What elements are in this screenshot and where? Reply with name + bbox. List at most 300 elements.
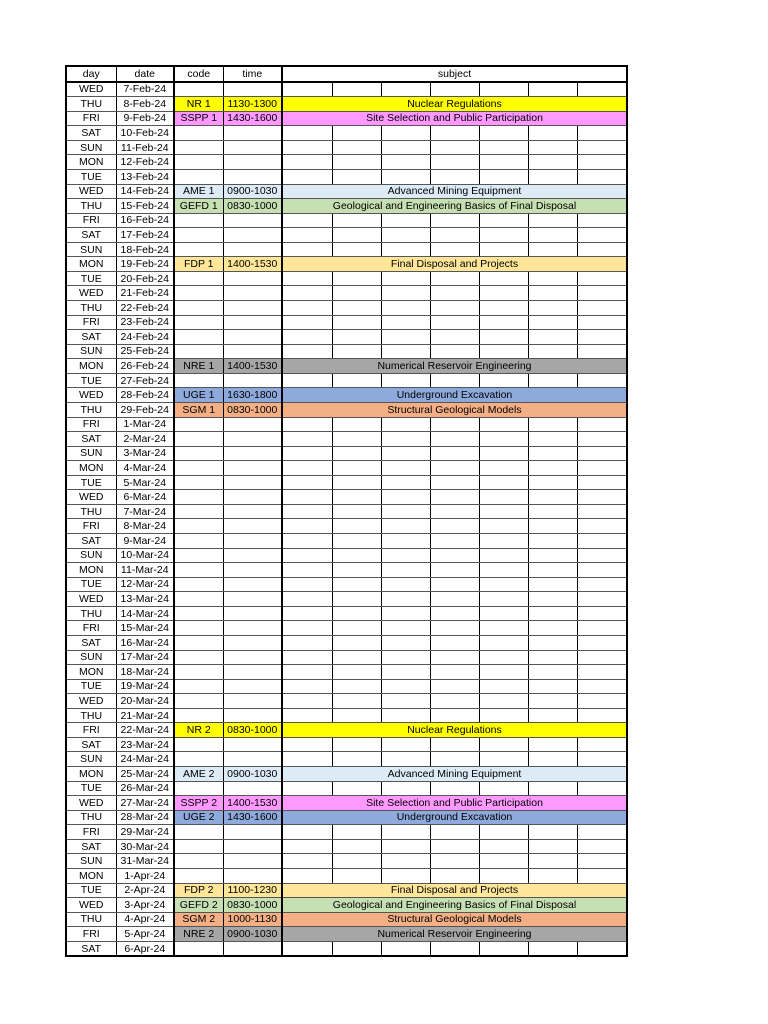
subject-cell: Final Disposal and Projects bbox=[282, 257, 627, 272]
table-row bbox=[66, 679, 627, 694]
table-row bbox=[66, 723, 627, 738]
time-cell bbox=[223, 461, 282, 476]
day-cell: FRI bbox=[66, 927, 116, 942]
subject-cell: Structural Geological Models bbox=[282, 402, 627, 417]
date-cell: 24-Mar-24 bbox=[116, 752, 174, 767]
date-cell: 10-Feb-24 bbox=[116, 126, 174, 141]
time-cell bbox=[223, 446, 282, 461]
code-cell bbox=[174, 82, 223, 97]
date-cell: 12-Feb-24 bbox=[116, 155, 174, 170]
table-row bbox=[66, 548, 627, 563]
table-row bbox=[66, 97, 627, 112]
code-cell bbox=[174, 461, 223, 476]
day-cell: MON bbox=[66, 461, 116, 476]
empty-grid-cells bbox=[283, 214, 626, 228]
time-cell: 1130-1300 bbox=[223, 97, 282, 112]
code-cell bbox=[174, 839, 223, 854]
code-cell bbox=[174, 301, 223, 316]
time-cell bbox=[223, 694, 282, 709]
subject-cell bbox=[282, 82, 627, 97]
table-row bbox=[66, 621, 627, 636]
schedule-body bbox=[66, 82, 627, 957]
code-cell bbox=[174, 213, 223, 228]
date-cell: 13-Feb-24 bbox=[116, 169, 174, 184]
empty-grid-cells bbox=[283, 490, 626, 504]
date-cell: 25-Mar-24 bbox=[116, 767, 174, 782]
subject-cell bbox=[282, 650, 627, 665]
time-cell bbox=[223, 635, 282, 650]
code-cell bbox=[174, 373, 223, 388]
date-cell: 23-Feb-24 bbox=[116, 315, 174, 330]
subject-cell bbox=[282, 548, 627, 563]
time-cell bbox=[223, 417, 282, 432]
date-cell: 20-Mar-24 bbox=[116, 694, 174, 709]
code-cell bbox=[174, 752, 223, 767]
date-cell: 11-Feb-24 bbox=[116, 140, 174, 155]
day-cell: THU bbox=[66, 912, 116, 927]
table-row bbox=[66, 213, 627, 228]
time-cell: 0830-1000 bbox=[223, 402, 282, 417]
date-cell: 9-Mar-24 bbox=[116, 534, 174, 549]
code-cell: UGE 2 bbox=[174, 810, 223, 825]
day-cell: TUE bbox=[66, 169, 116, 184]
code-cell bbox=[174, 534, 223, 549]
time-cell bbox=[223, 315, 282, 330]
subject-cell bbox=[282, 271, 627, 286]
time-cell: 0830-1000 bbox=[223, 199, 282, 214]
code-cell bbox=[174, 286, 223, 301]
time-cell: 0830-1000 bbox=[223, 898, 282, 913]
code-cell bbox=[174, 679, 223, 694]
table-row bbox=[66, 301, 627, 316]
day-cell: SUN bbox=[66, 854, 116, 869]
subject-cell bbox=[282, 286, 627, 301]
code-cell bbox=[174, 155, 223, 170]
table-row bbox=[66, 898, 627, 913]
subject-cell bbox=[282, 665, 627, 680]
date-cell: 19-Mar-24 bbox=[116, 679, 174, 694]
table-row bbox=[66, 446, 627, 461]
date-cell: 6-Mar-24 bbox=[116, 490, 174, 505]
day-cell: THU bbox=[66, 97, 116, 112]
code-cell: SGM 1 bbox=[174, 402, 223, 417]
table-row bbox=[66, 941, 627, 956]
subject-cell bbox=[282, 694, 627, 709]
time-cell bbox=[223, 490, 282, 505]
table-row bbox=[66, 199, 627, 214]
date-cell: 29-Mar-24 bbox=[116, 825, 174, 840]
time-cell bbox=[223, 868, 282, 883]
day-cell: SAT bbox=[66, 635, 116, 650]
subject-cell: Numerical Reservoir Engineering bbox=[282, 927, 627, 942]
code-cell bbox=[174, 563, 223, 578]
schedule-table bbox=[65, 65, 628, 957]
date-cell: 25-Feb-24 bbox=[116, 344, 174, 359]
empty-grid-cells bbox=[283, 447, 626, 461]
code-cell bbox=[174, 242, 223, 257]
date-cell: 5-Apr-24 bbox=[116, 927, 174, 942]
header-subject: subject bbox=[282, 66, 627, 82]
empty-grid-cells bbox=[283, 505, 626, 519]
code-cell bbox=[174, 854, 223, 869]
header-date: date bbox=[116, 66, 174, 82]
time-cell: 1100-1230 bbox=[223, 883, 282, 898]
date-cell: 4-Mar-24 bbox=[116, 461, 174, 476]
subject-cell bbox=[282, 519, 627, 534]
table-row bbox=[66, 796, 627, 811]
code-cell: GEFD 1 bbox=[174, 199, 223, 214]
date-cell: 8-Mar-24 bbox=[116, 519, 174, 534]
time-cell bbox=[223, 548, 282, 563]
code-cell: NR 1 bbox=[174, 97, 223, 112]
time-cell bbox=[223, 330, 282, 345]
subject-cell: Underground Excavation bbox=[282, 388, 627, 403]
code-cell: AME 2 bbox=[174, 767, 223, 782]
code-cell bbox=[174, 665, 223, 680]
table-row bbox=[66, 126, 627, 141]
subject-cell bbox=[282, 140, 627, 155]
day-cell: TUE bbox=[66, 475, 116, 490]
empty-grid-cells bbox=[283, 854, 626, 868]
date-cell: 3-Apr-24 bbox=[116, 898, 174, 913]
day-cell: TUE bbox=[66, 883, 116, 898]
subject-cell bbox=[282, 242, 627, 257]
empty-grid-cells bbox=[283, 476, 626, 490]
day-cell: TUE bbox=[66, 373, 116, 388]
day-cell: SUN bbox=[66, 446, 116, 461]
table-row bbox=[66, 825, 627, 840]
time-cell bbox=[223, 344, 282, 359]
table-row bbox=[66, 534, 627, 549]
date-cell: 28-Mar-24 bbox=[116, 810, 174, 825]
table-row bbox=[66, 752, 627, 767]
table-row bbox=[66, 665, 627, 680]
empty-grid-cells bbox=[283, 680, 626, 694]
time-cell bbox=[223, 140, 282, 155]
day-cell: SUN bbox=[66, 650, 116, 665]
time-cell bbox=[223, 82, 282, 97]
time-cell bbox=[223, 242, 282, 257]
subject-cell bbox=[282, 475, 627, 490]
date-cell: 1-Apr-24 bbox=[116, 868, 174, 883]
empty-grid-cells bbox=[283, 825, 626, 839]
table-row bbox=[66, 767, 627, 782]
table-row bbox=[66, 854, 627, 869]
date-cell: 26-Feb-24 bbox=[116, 359, 174, 374]
day-cell: THU bbox=[66, 402, 116, 417]
code-cell: SSPP 2 bbox=[174, 796, 223, 811]
day-cell: SAT bbox=[66, 839, 116, 854]
date-cell: 2-Apr-24 bbox=[116, 883, 174, 898]
code-cell bbox=[174, 606, 223, 621]
code-cell bbox=[174, 140, 223, 155]
time-cell: 1400-1530 bbox=[223, 359, 282, 374]
day-cell: THU bbox=[66, 301, 116, 316]
date-cell: 26-Mar-24 bbox=[116, 781, 174, 796]
time-cell bbox=[223, 665, 282, 680]
subject-cell: Nuclear Regulations bbox=[282, 97, 627, 112]
subject-cell bbox=[282, 126, 627, 141]
empty-grid-cells bbox=[283, 665, 626, 679]
date-cell: 27-Feb-24 bbox=[116, 373, 174, 388]
empty-grid-cells bbox=[283, 243, 626, 257]
empty-grid-cells bbox=[283, 155, 626, 169]
date-cell: 16-Mar-24 bbox=[116, 635, 174, 650]
time-cell bbox=[223, 941, 282, 956]
table-row bbox=[66, 432, 627, 447]
subject-cell bbox=[282, 534, 627, 549]
empty-grid-cells bbox=[283, 782, 626, 796]
code-cell bbox=[174, 344, 223, 359]
empty-grid-cells bbox=[283, 752, 626, 766]
table-row bbox=[66, 475, 627, 490]
code-cell bbox=[174, 519, 223, 534]
time-cell bbox=[223, 563, 282, 578]
date-cell: 27-Mar-24 bbox=[116, 796, 174, 811]
day-cell: FRI bbox=[66, 825, 116, 840]
header-time: time bbox=[223, 66, 282, 82]
code-cell: FDP 2 bbox=[174, 883, 223, 898]
subject-cell: Advanced Mining Equipment bbox=[282, 184, 627, 199]
time-cell bbox=[223, 737, 282, 752]
date-cell: 15-Mar-24 bbox=[116, 621, 174, 636]
code-cell bbox=[174, 868, 223, 883]
table-row bbox=[66, 606, 627, 621]
table-row bbox=[66, 927, 627, 942]
empty-grid-cells bbox=[283, 461, 626, 475]
date-cell: 24-Feb-24 bbox=[116, 330, 174, 345]
subject-cell: Underground Excavation bbox=[282, 810, 627, 825]
subject-cell: Site Selection and Public Participation bbox=[282, 111, 627, 126]
time-cell: 1630-1800 bbox=[223, 388, 282, 403]
day-cell: WED bbox=[66, 490, 116, 505]
empty-grid-cells bbox=[283, 651, 626, 665]
time-cell: 0900-1030 bbox=[223, 927, 282, 942]
empty-grid-cells bbox=[283, 942, 626, 956]
empty-grid-cells bbox=[283, 418, 626, 432]
table-row bbox=[66, 737, 627, 752]
code-cell bbox=[174, 126, 223, 141]
table-row bbox=[66, 242, 627, 257]
subject-cell bbox=[282, 854, 627, 869]
day-cell: TUE bbox=[66, 679, 116, 694]
day-cell: SAT bbox=[66, 737, 116, 752]
day-cell: SUN bbox=[66, 752, 116, 767]
empty-grid-cells bbox=[283, 83, 626, 97]
subject-cell bbox=[282, 461, 627, 476]
code-cell: NR 2 bbox=[174, 723, 223, 738]
empty-grid-cells bbox=[283, 592, 626, 606]
time-cell bbox=[223, 839, 282, 854]
date-cell: 20-Feb-24 bbox=[116, 271, 174, 286]
day-cell: FRI bbox=[66, 213, 116, 228]
empty-grid-cells bbox=[283, 549, 626, 563]
date-cell: 13-Mar-24 bbox=[116, 592, 174, 607]
empty-grid-cells bbox=[283, 272, 626, 286]
day-cell: MON bbox=[66, 155, 116, 170]
empty-grid-cells bbox=[283, 621, 626, 635]
empty-grid-cells bbox=[283, 869, 626, 883]
day-cell: FRI bbox=[66, 417, 116, 432]
day-cell: FRI bbox=[66, 621, 116, 636]
table-row bbox=[66, 868, 627, 883]
day-cell: MON bbox=[66, 563, 116, 578]
day-cell: WED bbox=[66, 82, 116, 97]
table-row bbox=[66, 912, 627, 927]
date-cell: 30-Mar-24 bbox=[116, 839, 174, 854]
subject-cell bbox=[282, 679, 627, 694]
table-row bbox=[66, 169, 627, 184]
table-row bbox=[66, 82, 627, 97]
date-cell: 6-Apr-24 bbox=[116, 941, 174, 956]
time-cell bbox=[223, 228, 282, 243]
subject-cell: Nuclear Regulations bbox=[282, 723, 627, 738]
time-cell bbox=[223, 650, 282, 665]
subject-cell bbox=[282, 708, 627, 723]
header-row bbox=[66, 66, 627, 82]
code-cell bbox=[174, 621, 223, 636]
day-cell: WED bbox=[66, 898, 116, 913]
empty-grid-cells bbox=[283, 228, 626, 242]
code-cell bbox=[174, 228, 223, 243]
code-cell: SGM 2 bbox=[174, 912, 223, 927]
date-cell: 17-Feb-24 bbox=[116, 228, 174, 243]
code-cell: FDP 1 bbox=[174, 257, 223, 272]
time-cell: 1400-1530 bbox=[223, 796, 282, 811]
table-row bbox=[66, 417, 627, 432]
day-cell: TUE bbox=[66, 781, 116, 796]
empty-grid-cells bbox=[283, 840, 626, 854]
empty-grid-cells bbox=[283, 607, 626, 621]
table-row bbox=[66, 315, 627, 330]
table-row bbox=[66, 271, 627, 286]
date-cell: 31-Mar-24 bbox=[116, 854, 174, 869]
subject-cell bbox=[282, 228, 627, 243]
day-cell: THU bbox=[66, 810, 116, 825]
code-cell bbox=[174, 432, 223, 447]
date-cell: 9-Feb-24 bbox=[116, 111, 174, 126]
date-cell: 8-Feb-24 bbox=[116, 97, 174, 112]
time-cell bbox=[223, 708, 282, 723]
header-day: day bbox=[66, 66, 116, 82]
code-cell bbox=[174, 694, 223, 709]
day-cell: TUE bbox=[66, 271, 116, 286]
table-row bbox=[66, 359, 627, 374]
table-row bbox=[66, 504, 627, 519]
table-row bbox=[66, 228, 627, 243]
empty-grid-cells bbox=[283, 636, 626, 650]
time-cell: 1430-1600 bbox=[223, 810, 282, 825]
time-cell bbox=[223, 679, 282, 694]
time-cell bbox=[223, 519, 282, 534]
time-cell: 1430-1600 bbox=[223, 111, 282, 126]
empty-grid-cells bbox=[283, 126, 626, 140]
code-cell bbox=[174, 548, 223, 563]
day-cell: WED bbox=[66, 592, 116, 607]
subject-cell bbox=[282, 155, 627, 170]
date-cell: 23-Mar-24 bbox=[116, 737, 174, 752]
date-cell: 22-Mar-24 bbox=[116, 723, 174, 738]
code-cell bbox=[174, 417, 223, 432]
time-cell bbox=[223, 621, 282, 636]
time-cell bbox=[223, 271, 282, 286]
time-cell: 0830-1000 bbox=[223, 723, 282, 738]
day-cell: THU bbox=[66, 504, 116, 519]
subject-cell: Geological and Engineering Basics of Final Disposal bbox=[282, 199, 627, 214]
empty-grid-cells bbox=[283, 301, 626, 315]
day-cell: MON bbox=[66, 767, 116, 782]
table-row bbox=[66, 519, 627, 534]
subject-cell bbox=[282, 213, 627, 228]
code-cell bbox=[174, 941, 223, 956]
day-cell: WED bbox=[66, 388, 116, 403]
subject-cell bbox=[282, 839, 627, 854]
empty-grid-cells bbox=[283, 519, 626, 533]
date-cell: 2-Mar-24 bbox=[116, 432, 174, 447]
time-cell bbox=[223, 169, 282, 184]
date-cell: 3-Mar-24 bbox=[116, 446, 174, 461]
time-cell bbox=[223, 752, 282, 767]
date-cell: 29-Feb-24 bbox=[116, 402, 174, 417]
day-cell: WED bbox=[66, 694, 116, 709]
code-cell bbox=[174, 490, 223, 505]
subject-cell bbox=[282, 752, 627, 767]
date-cell: 14-Mar-24 bbox=[116, 606, 174, 621]
empty-grid-cells bbox=[283, 563, 626, 577]
table-row bbox=[66, 257, 627, 272]
table-row bbox=[66, 490, 627, 505]
table-row bbox=[66, 111, 627, 126]
day-cell: SUN bbox=[66, 344, 116, 359]
time-cell bbox=[223, 504, 282, 519]
code-cell bbox=[174, 592, 223, 607]
table-row bbox=[66, 635, 627, 650]
date-cell: 10-Mar-24 bbox=[116, 548, 174, 563]
day-cell: SAT bbox=[66, 941, 116, 956]
subject-cell bbox=[282, 330, 627, 345]
subject-cell bbox=[282, 577, 627, 592]
code-cell: GEFD 2 bbox=[174, 898, 223, 913]
subject-cell: Geological and Engineering Basics of Final Disposal bbox=[282, 898, 627, 913]
date-cell: 7-Feb-24 bbox=[116, 82, 174, 97]
code-cell bbox=[174, 169, 223, 184]
day-cell: SAT bbox=[66, 534, 116, 549]
code-cell bbox=[174, 577, 223, 592]
empty-grid-cells bbox=[283, 738, 626, 752]
day-cell: THU bbox=[66, 606, 116, 621]
code-cell: SSPP 1 bbox=[174, 111, 223, 126]
empty-grid-cells bbox=[283, 374, 626, 388]
date-cell: 28-Feb-24 bbox=[116, 388, 174, 403]
table-row bbox=[66, 839, 627, 854]
empty-grid-cells bbox=[283, 694, 626, 708]
time-cell bbox=[223, 475, 282, 490]
day-cell: FRI bbox=[66, 519, 116, 534]
code-cell bbox=[174, 330, 223, 345]
date-cell: 7-Mar-24 bbox=[116, 504, 174, 519]
code-cell bbox=[174, 708, 223, 723]
table-row bbox=[66, 694, 627, 709]
day-cell: SAT bbox=[66, 126, 116, 141]
code-cell: NRE 2 bbox=[174, 927, 223, 942]
date-cell: 4-Apr-24 bbox=[116, 912, 174, 927]
time-cell: 1000-1130 bbox=[223, 912, 282, 927]
subject-cell bbox=[282, 563, 627, 578]
day-cell: SAT bbox=[66, 432, 116, 447]
empty-grid-cells bbox=[283, 578, 626, 592]
code-cell bbox=[174, 635, 223, 650]
empty-grid-cells bbox=[283, 316, 626, 330]
